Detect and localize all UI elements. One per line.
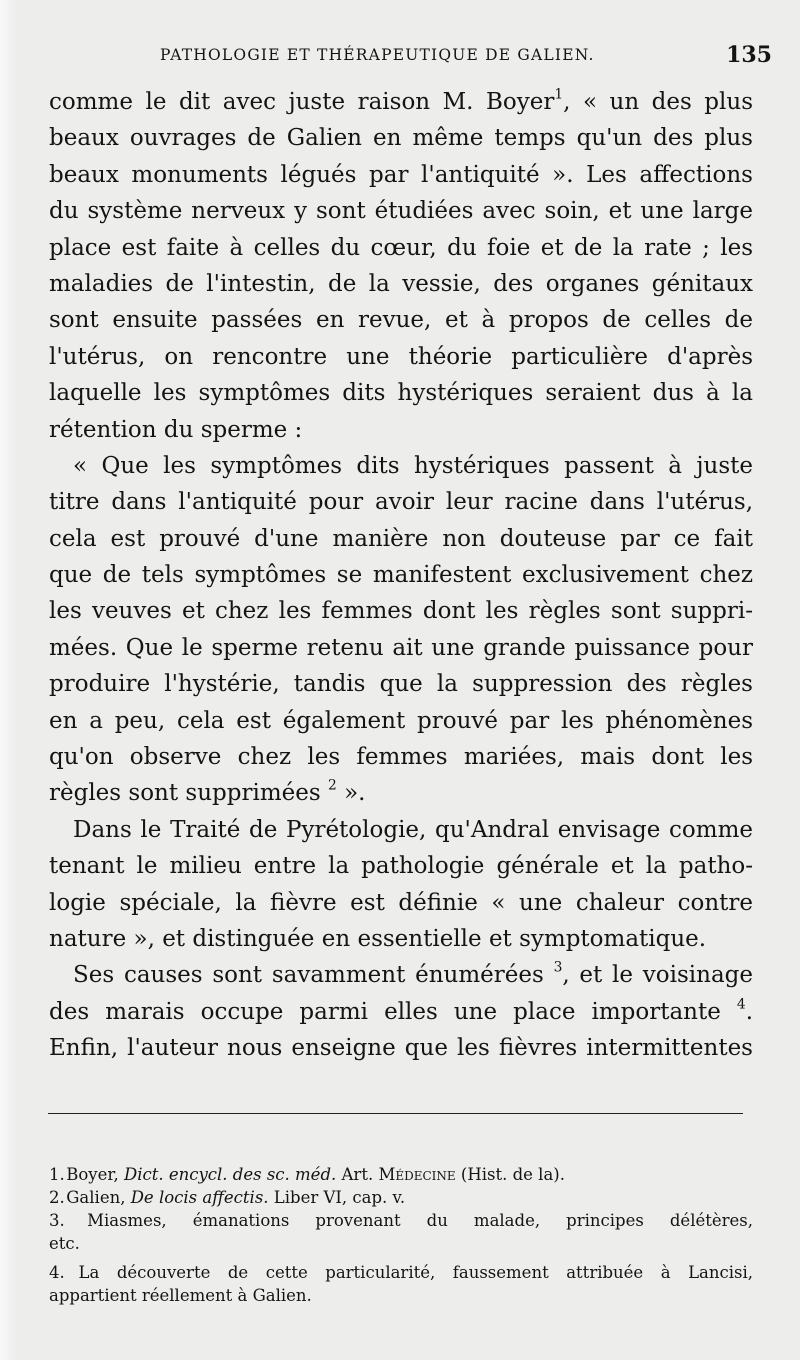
text-line: du système nerveux y sont étudiées avec soin, et une large (49, 198, 753, 225)
text-line: Dans le Traité de Pyrétologie, qu'Andral envisage comme (73, 816, 753, 843)
footnote-3: 3. Miasmes, émanations provenant du malade, principes délétères, (49, 1211, 753, 1230)
text-line: nature », et distinguée en essentielle et symptomatique. (49, 925, 707, 952)
footnote-ref: 3 (553, 960, 563, 977)
footnotes (49, 1163, 753, 1307)
text-line: titre dans l'antiquité pour avoir leur racine dans l'utérus, (49, 489, 753, 516)
text-line: Ses causes sont savamment énumérées $^3$, et le voisinage (73, 960, 754, 989)
footnote-4-cont: appartient réellement à Galien. (49, 1286, 312, 1305)
text-line: rétention du sperme : (49, 416, 303, 443)
text-line: que de tels symptômes se manifestent exclusivement chez (49, 562, 753, 589)
text-line: beaux monuments légués par l'antiquité ». Les affections (49, 161, 753, 188)
footnote-3-cont: etc. (49, 1234, 80, 1253)
text-line: règles sont supprimées $^2$ ». (49, 778, 366, 807)
text-line: en a peu, cela est également prouvé par les phénomènes (49, 707, 753, 734)
text-line: l'utérus, on rencontre une théorie particulière d'après (49, 343, 753, 370)
footnote-ref: 1 (554, 86, 564, 103)
text-line: qu'on observe chez les femmes mariées, mais dont les (49, 744, 753, 771)
footnote-ref: 2 (328, 778, 337, 795)
footnote-separator (48, 1113, 743, 1114)
footnote-ref: 4 (736, 996, 746, 1013)
text-line: sont ensuite passées en revue, et à propos de celles de (49, 307, 753, 334)
header-title: PATHOLOGIE ET THÉRAPEUTIQUE DE GALIEN. (160, 46, 595, 64)
main-text (49, 84, 753, 1067)
text-line: les veuves et chez les femmes dont les règles sont suppri- (49, 598, 753, 625)
text-line: Enfin, l'auteur nous enseigne que les fièvres intermittentes (49, 1035, 753, 1062)
page-edge (0, 0, 16, 1360)
text-line: laquelle les symptômes dits hystériques seraient dus à la (49, 380, 753, 407)
page-number: 135 (726, 42, 772, 68)
text-line: cela est prouvé d'une manière non douteuse par ce fait (49, 525, 753, 552)
text-line: tenant le milieu entre la pathologie générale et la patho- (49, 853, 753, 880)
text-line: comme le dit avec juste raison M. Boyer$^1$, « un des plus (49, 86, 753, 115)
footnote-4: 4. La découverte de cette particularité, faussement attribuée à Lancisi, (49, 1263, 754, 1282)
running-header (160, 42, 772, 72)
footnote-2: 2. Galien, De locis affectis. Liber VI, cap. v. (49, 1188, 406, 1207)
text-line: maladies de l'intestin, de la vessie, des organes génitaux (49, 270, 753, 297)
text-line: logie spéciale, la fièvre est définie « une chaleur contre (49, 889, 753, 916)
text-line: « Que les symptômes dits hystériques passent à juste (73, 452, 753, 479)
text-line: des marais occupe parmi elles une place importante $^4$. (49, 996, 754, 1025)
footnote-1: 1. Boyer, Dict. encycl. des sc. méd. Art. Médecine (Hist. de la). (49, 1165, 565, 1184)
text-line: mées. Que le sperme retenu ait une grande puissance pour (49, 634, 753, 661)
text-line: place est faite à celles du cœur, du foie et de la rate ; les (49, 234, 753, 261)
text-line: beaux ouvrages de Galien en même temps qu'un des plus (49, 125, 753, 152)
text-line: produire l'hystérie, tandis que la suppression des règles (49, 671, 753, 698)
